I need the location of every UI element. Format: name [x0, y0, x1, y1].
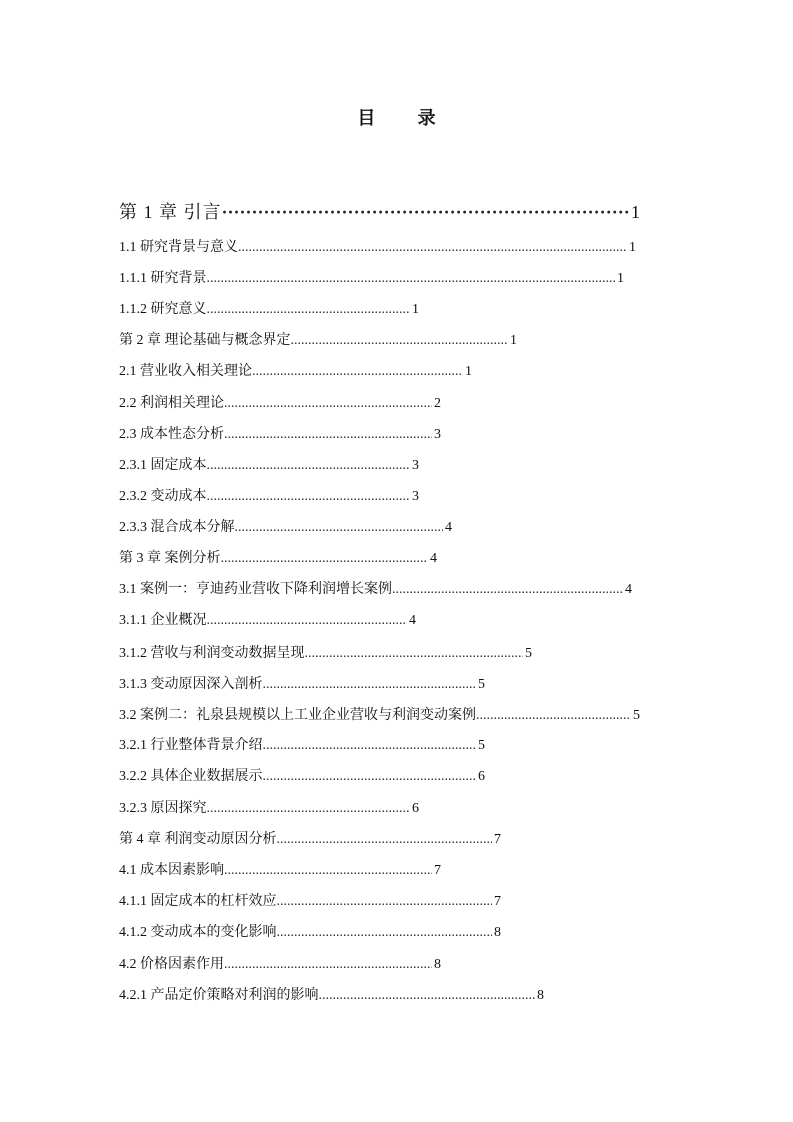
toc-entry[interactable] [119, 332, 517, 350]
toc-entry-label: 3.2.2 具体企业数据展示 [119, 769, 263, 784]
toc-entry-label: 第 4 章 利润变动原因分析 [119, 832, 277, 847]
dot-leader [476, 707, 631, 725]
toc-page-number: 3 [412, 489, 419, 504]
toc-entry-label: 4.1.1 固定成本的杠杆效应 [119, 894, 277, 909]
toc-entry[interactable] [119, 457, 419, 475]
dot-leader [263, 676, 477, 694]
toc-entry[interactable] [119, 426, 441, 444]
toc-entry-label: 第 2 章 理论基础与概念界定 [119, 333, 291, 348]
toc-entry[interactable] [119, 987, 544, 1005]
toc-entry-label: 2.3 成本性态分析 [119, 427, 224, 442]
dot-leader [224, 956, 432, 974]
toc-entry[interactable] [119, 612, 416, 630]
toc-page-number: 1 [465, 364, 472, 379]
toc-page-number: 4 [445, 520, 452, 535]
dot-leader [224, 395, 432, 413]
toc-entry[interactable] [119, 270, 624, 288]
toc-entry-label: 3.2.1 行业整体背景介绍 [119, 738, 263, 753]
toc-page-number: 2 [434, 396, 441, 411]
toc-page-number: 1 [412, 302, 419, 317]
toc-entry-label: 第 3 章 案例分析 [119, 551, 221, 566]
toc-entry[interactable] [119, 395, 441, 413]
toc-entry[interactable] [119, 581, 632, 599]
toc-page-number: 4 [430, 551, 437, 566]
dot-leader [263, 737, 477, 755]
toc-entry-label: 2.3.2 变动成本 [119, 489, 207, 504]
toc-entry-label: 2.3.1 固定成本 [119, 458, 207, 473]
toc-entry-label: 4.2 价格因素作用 [119, 957, 224, 972]
toc-entry[interactable] [119, 645, 532, 663]
dot-leader [224, 426, 432, 444]
toc-entry-label: 2.2 利润相关理论 [119, 396, 224, 411]
toc-page-number: 5 [478, 738, 485, 753]
toc-entry-label: 4.2.1 产品定价策略对利润的影响 [119, 988, 319, 1003]
dot-leader [224, 862, 432, 880]
toc-entry[interactable] [119, 768, 485, 786]
dot-leader [277, 893, 493, 911]
toc-entry[interactable] [119, 956, 441, 974]
dot-leader [207, 612, 408, 630]
toc-entry[interactable] [119, 519, 452, 537]
toc-entry[interactable] [119, 924, 501, 942]
toc-page-number: 3 [412, 458, 419, 473]
toc-entry-label: 3.1.2 营收与利润变动数据呈现 [119, 646, 305, 661]
toc-entry[interactable] [119, 707, 640, 725]
dot-leader [207, 270, 616, 288]
toc-page-number: 6 [478, 769, 485, 784]
dot-leader [392, 581, 623, 599]
toc-page-number: 1 [629, 240, 636, 255]
dot-leader [222, 201, 630, 223]
dot-leader [207, 301, 411, 319]
toc-entry-label: 3.1.1 企业概况 [119, 613, 207, 628]
toc-entry-label: 1.1.2 研究意义 [119, 302, 207, 317]
toc-entry[interactable] [119, 800, 419, 818]
toc-page-number: 1 [631, 202, 640, 222]
toc-entry-label: 2.1 营业收入相关理论 [119, 364, 252, 379]
toc-title: 目 录 [357, 108, 454, 129]
toc-entry-label: 第 1 章 引言 [119, 202, 222, 222]
toc-entry[interactable] [119, 201, 640, 223]
toc-page-number: 7 [494, 832, 501, 847]
toc-entry-label: 1.1 研究背景与意义 [119, 240, 238, 255]
dot-leader [277, 831, 493, 849]
toc-page-number: 7 [434, 863, 441, 878]
dot-leader [291, 332, 509, 350]
toc-entry-label: 4.1.2 变动成本的变化影响 [119, 925, 277, 940]
toc-page-number: 5 [525, 646, 532, 661]
dot-leader [305, 645, 524, 663]
dot-leader [207, 488, 411, 506]
toc-entry[interactable] [119, 737, 485, 755]
toc-page-number: 4 [625, 582, 632, 597]
toc-entry-label: 3.1 案例一：亨迪药业营收下降利润增长案例 [119, 582, 392, 597]
toc-entry[interactable] [119, 676, 485, 694]
toc-page-number: 8 [434, 957, 441, 972]
toc-page-number: 1 [617, 271, 624, 286]
toc-entry[interactable] [119, 893, 501, 911]
toc-entry-label: 3.2.3 原因探究 [119, 801, 207, 816]
toc-entry[interactable] [119, 488, 419, 506]
dot-leader [238, 239, 627, 257]
toc-entry[interactable] [119, 862, 441, 880]
toc-page-number: 3 [434, 427, 441, 442]
dot-leader [235, 519, 444, 537]
toc-entry-label: 3.1.3 变动原因深入剖析 [119, 677, 263, 692]
toc-entry[interactable] [119, 831, 501, 849]
toc-page-number: 1 [510, 333, 517, 348]
toc-entry-label: 2.3.3 混合成本分解 [119, 520, 235, 535]
toc-page-number: 5 [633, 708, 640, 723]
toc-page-number: 8 [537, 988, 544, 1003]
toc-page-number: 7 [494, 894, 501, 909]
dot-leader [252, 363, 463, 381]
toc-page-number: 4 [409, 613, 416, 628]
dot-leader [207, 800, 411, 818]
toc-entry[interactable] [119, 550, 437, 568]
toc-entry-label: 1.1.1 研究背景 [119, 271, 207, 286]
toc-entry[interactable] [119, 239, 636, 257]
toc-entry[interactable] [119, 363, 472, 381]
dot-leader [207, 457, 411, 475]
dot-leader [319, 987, 536, 1005]
toc-page-number: 6 [412, 801, 419, 816]
toc-page-number: 5 [478, 677, 485, 692]
toc-entry-label: 3.2 案例二：礼泉县规模以上工业企业营收与利润变动案例 [119, 708, 476, 723]
toc-page-number: 8 [494, 925, 501, 940]
dot-leader [263, 768, 477, 786]
dot-leader [277, 924, 493, 942]
dot-leader [221, 550, 429, 568]
toc-entry[interactable] [119, 301, 419, 319]
toc-entry-label: 4.1 成本因素影响 [119, 863, 224, 878]
